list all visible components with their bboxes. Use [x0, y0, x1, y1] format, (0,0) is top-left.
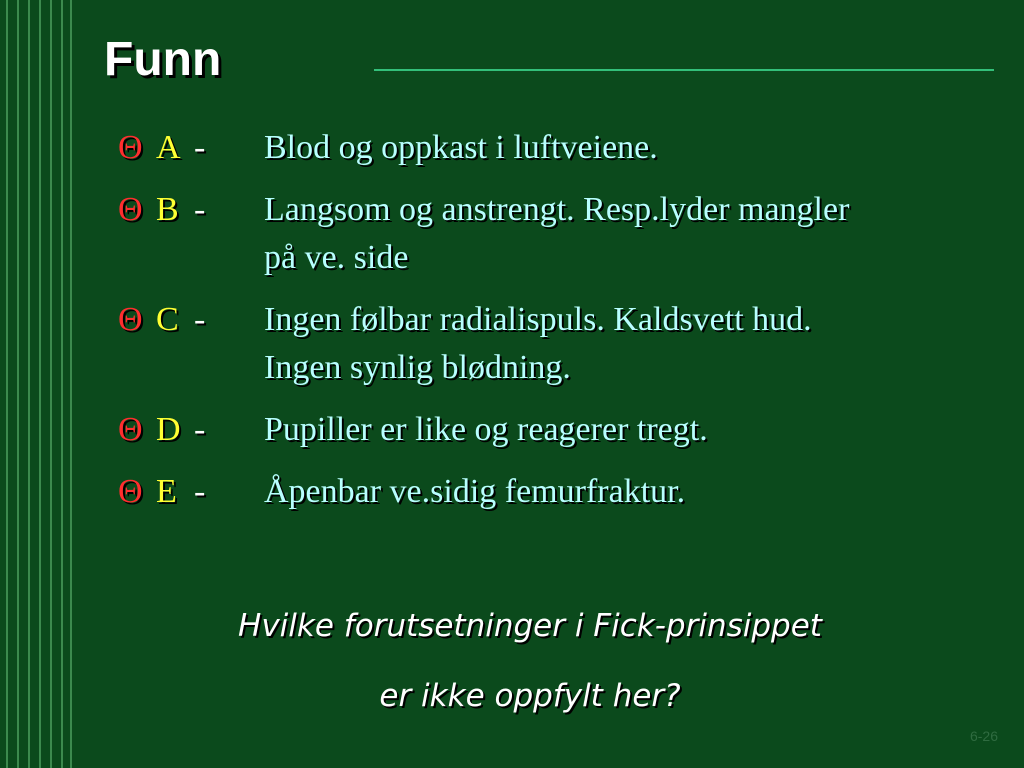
finding-item-d — [118, 406, 998, 454]
findings-list — [118, 124, 998, 530]
finding-item-b — [118, 186, 998, 282]
finding-item-e — [118, 468, 998, 516]
theta-bullet-icon: Θ — [118, 129, 143, 166]
title-divider — [374, 69, 994, 71]
finding-dash: - — [194, 411, 206, 448]
finding-letter: B — [156, 191, 179, 228]
finding-item-c — [118, 296, 998, 392]
finding-dash: - — [194, 129, 206, 166]
stripe-line — [6, 0, 8, 768]
theta-bullet-icon: Θ — [118, 301, 143, 338]
finding-dash: - — [194, 473, 206, 510]
finding-text: Langsom og anstrengt. Resp.lyder mangler på ve. side — [264, 191, 850, 276]
left-stripe-decoration — [0, 0, 74, 768]
finding-letter: C — [156, 301, 179, 338]
stripe-line — [39, 0, 41, 768]
stripe-line — [28, 0, 30, 768]
finding-text: Åpenbar ve.sidig femurfraktur. — [264, 473, 686, 510]
question-line-1: Hvilke forutsetninger i Fick-prinsippet — [238, 608, 822, 644]
finding-item-a — [118, 124, 998, 172]
finding-letter: A — [156, 129, 181, 166]
stripe-line — [61, 0, 63, 768]
theta-bullet-icon: Θ — [118, 411, 143, 448]
finding-letter: E — [156, 473, 177, 510]
finding-text: Ingen følbar radialispuls. Kaldsvett hud. Ingen synlig blødning. — [264, 301, 812, 386]
slide-number: 6-26 — [969, 728, 998, 744]
theta-bullet-icon: Θ — [118, 191, 143, 228]
question-line-2: er ikke oppfylt her? — [379, 678, 681, 714]
finding-letter: D — [156, 411, 181, 448]
theta-bullet-icon: Θ — [118, 473, 143, 510]
finding-text: Pupiller er like og reagerer tregt. — [264, 411, 708, 448]
stripe-line — [70, 0, 72, 768]
stripe-line — [50, 0, 52, 768]
finding-text: Blod og oppkast i luftveiene. — [264, 129, 658, 166]
stripe-line — [17, 0, 19, 768]
finding-dash: - — [194, 301, 206, 338]
finding-dash: - — [194, 191, 206, 228]
slide-title: Funn — [104, 33, 222, 86]
